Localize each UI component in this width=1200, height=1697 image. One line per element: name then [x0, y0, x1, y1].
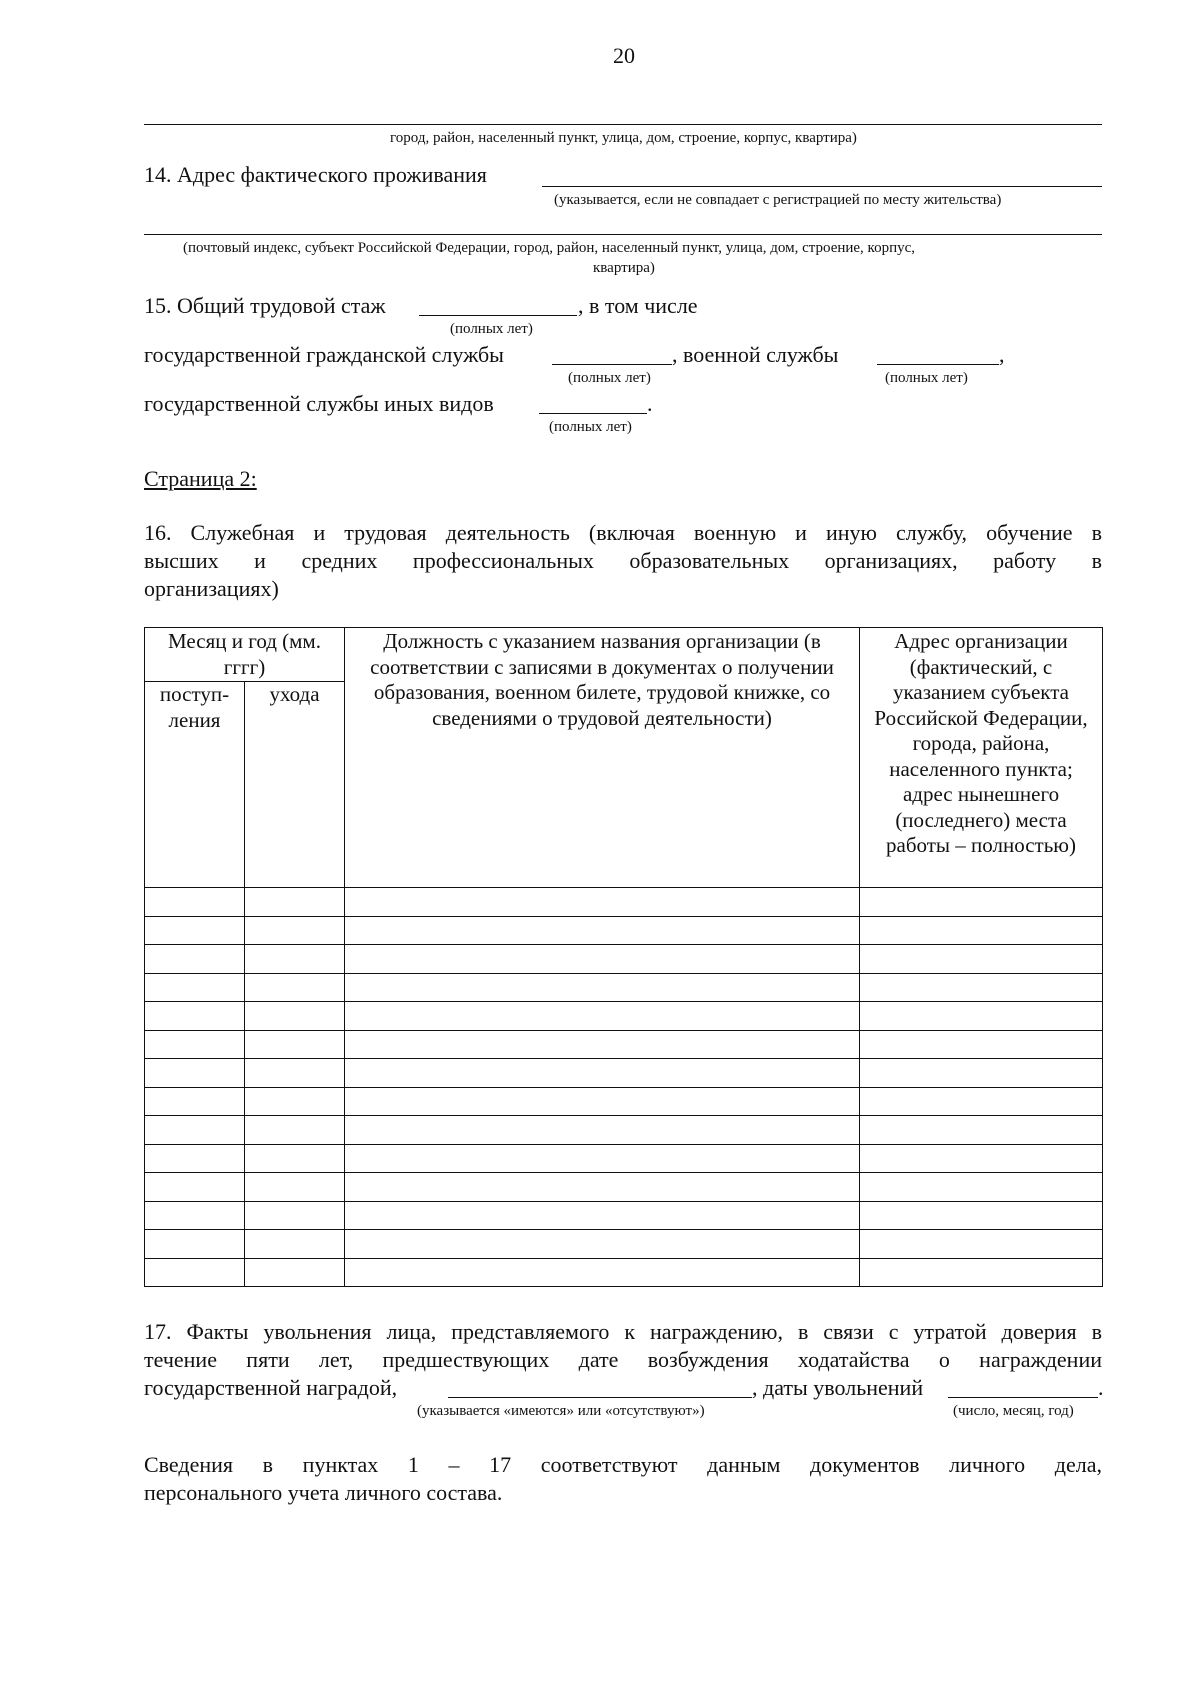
address-cell[interactable] — [860, 1116, 1103, 1145]
leave-date-cell[interactable] — [245, 1087, 345, 1116]
leave-date-cell[interactable] — [245, 1002, 345, 1031]
leave-date-cell[interactable] — [245, 916, 345, 945]
leave-date-cell[interactable] — [245, 1230, 345, 1259]
total-experience-hint: (полных лет) — [450, 321, 533, 337]
other-service-hint: (полных лет) — [549, 419, 632, 435]
item17-period: . — [1098, 1375, 1104, 1400]
position-header: Должность с указанием названия организации (в соответствии с записями в документах о получении образования, военном билете, трудовой книжке, со сведениями о трудовой деятельности) — [345, 628, 860, 888]
address-cell[interactable] — [860, 1173, 1103, 1202]
registration-address-hint: город, район, населенный пункт, улица, дом, строение, корпус, квартира) — [390, 130, 857, 146]
table-row — [145, 1144, 1103, 1173]
leave-date-cell[interactable] — [245, 888, 345, 917]
leave-date-cell[interactable] — [245, 1144, 345, 1173]
item15-label: 15. Общий трудовой стаж — [144, 293, 386, 318]
position-cell[interactable] — [345, 1144, 860, 1173]
dismissal-presence-hint: (указывается «имеются» или «отсутствуют») — [417, 1403, 705, 1419]
address-header: Адрес организации (фактический, с указанием субъекта Российской Федерации, города, района, населенного пункта; адрес нынешнего (последнего) места работы – полностью) — [860, 628, 1103, 888]
actual-address-line-2[interactable] — [144, 234, 1102, 235]
table-row — [145, 888, 1103, 917]
leave-date-cell[interactable] — [245, 1258, 345, 1287]
confirmation-line1: Сведения в пунктах 1 – 17 соответствуют данным документов личного дела, — [144, 1452, 1102, 1477]
other-service-field[interactable] — [539, 413, 647, 414]
item16-line1: 16. Служебная и трудовая деятельность (включая военную и иную службу, обучение в — [144, 520, 1102, 545]
address-cell[interactable] — [860, 1201, 1103, 1230]
actual-address-field[interactable] — [542, 186, 1102, 187]
other-service-label: государственной службы иных видов — [144, 391, 494, 416]
entry-date-cell[interactable] — [145, 916, 245, 945]
table-row — [145, 1201, 1103, 1230]
work-history-table — [144, 627, 1103, 1287]
address-cell[interactable] — [860, 1230, 1103, 1259]
address-cell[interactable] — [860, 916, 1103, 945]
entry-date-cell[interactable] — [145, 1230, 245, 1259]
leave-date-cell[interactable] — [245, 1201, 345, 1230]
entry-date-cell[interactable] — [145, 1059, 245, 1088]
civil-service-hint: (полных лет) — [568, 370, 651, 386]
table-row — [145, 1087, 1103, 1116]
leave-date-cell[interactable] — [245, 1030, 345, 1059]
address-cell[interactable] — [860, 1087, 1103, 1116]
item17-line3-label: государственной наградой, — [144, 1375, 398, 1400]
military-service-hint: (полных лет) — [885, 370, 968, 386]
entry-date-cell[interactable] — [145, 1144, 245, 1173]
other-service-period: . — [647, 391, 653, 416]
entry-date-cell[interactable] — [145, 973, 245, 1002]
total-experience-field[interactable] — [419, 315, 577, 316]
entry-date-cell[interactable] — [145, 1030, 245, 1059]
civil-service-field[interactable] — [552, 364, 672, 365]
position-cell[interactable] — [345, 1030, 860, 1059]
address-cell[interactable] — [860, 945, 1103, 974]
table-row — [145, 1116, 1103, 1145]
dismissal-presence-field[interactable] — [448, 1397, 752, 1398]
table-row — [145, 945, 1103, 974]
position-cell[interactable] — [345, 888, 860, 917]
entry-date-cell[interactable] — [145, 1002, 245, 1031]
page-number: 20 — [613, 43, 635, 68]
leave-date-cell[interactable] — [245, 945, 345, 974]
confirmation-line2: персонального учета личного состава. — [144, 1480, 503, 1505]
address-cell[interactable] — [860, 1258, 1103, 1287]
military-service-field[interactable] — [877, 364, 999, 365]
item17-line1: 17. Факты увольнения лица, представляемого к награждению, в связи с утратой доверия в — [144, 1319, 1102, 1344]
address-cell[interactable] — [860, 973, 1103, 1002]
table-row — [145, 1230, 1103, 1259]
entry-date-cell[interactable] — [145, 945, 245, 974]
table-row — [145, 1258, 1103, 1287]
address-cell[interactable] — [860, 1059, 1103, 1088]
leave-header: ухода — [245, 682, 345, 888]
table-row — [145, 1059, 1103, 1088]
entry-date-cell[interactable] — [145, 1201, 245, 1230]
position-cell[interactable] — [345, 1258, 860, 1287]
item14-hint: (указывается, если не совпадает с регистрацией по месту жительства) — [554, 192, 1002, 208]
address-cell[interactable] — [860, 888, 1103, 917]
month-year-header: Месяц и год (мм. гггг) — [145, 628, 345, 682]
dismissal-dates-label: , даты увольнений — [752, 1375, 924, 1400]
entry-header: поступ-ления — [145, 682, 245, 888]
position-cell[interactable] — [345, 1116, 860, 1145]
table-row — [145, 916, 1103, 945]
table-row — [145, 1030, 1103, 1059]
table-body — [145, 888, 1103, 1287]
dismissal-date-hint: (число, месяц, год) — [953, 1403, 1074, 1419]
position-cell[interactable] — [345, 1087, 860, 1116]
item16-line3: организациях) — [144, 576, 279, 601]
position-cell[interactable] — [345, 945, 860, 974]
table-header-row — [145, 628, 1103, 682]
military-service-comma: , — [999, 342, 1005, 367]
item14-label: 14. Адрес фактического проживания — [144, 162, 487, 187]
position-cell[interactable] — [345, 1002, 860, 1031]
item17-line2: течение пяти лет, предшествующих дате возбуждения ходатайства о награждении — [144, 1347, 1102, 1372]
table-row — [145, 1173, 1103, 1202]
entry-date-cell[interactable] — [145, 1258, 245, 1287]
position-cell[interactable] — [345, 1059, 860, 1088]
table-row — [145, 1002, 1103, 1031]
table-row — [145, 973, 1103, 1002]
leave-date-cell[interactable] — [245, 973, 345, 1002]
position-cell[interactable] — [345, 1201, 860, 1230]
dismissal-dates-field[interactable] — [948, 1397, 1098, 1398]
position-cell[interactable] — [345, 973, 860, 1002]
item14-hint2-line2: квартира) — [593, 260, 655, 276]
address-cell[interactable] — [860, 1030, 1103, 1059]
registration-address-line[interactable] — [144, 124, 1102, 125]
position-cell[interactable] — [345, 916, 860, 945]
address-cell[interactable] — [860, 1144, 1103, 1173]
item14-hint2-line1: (почтовый индекс, субъект Российской Федерации, город, район, населенный пункт, улица, дом, строение, корпус, — [183, 240, 916, 256]
item15-in-total: , в том числе — [578, 293, 698, 318]
page2-heading: Страница 2: — [144, 466, 257, 491]
civil-service-label: государственной гражданской службы — [144, 342, 504, 367]
address-cell[interactable] — [860, 1002, 1103, 1031]
leave-date-cell[interactable] — [245, 1059, 345, 1088]
entry-date-cell[interactable] — [145, 888, 245, 917]
entry-date-cell[interactable] — [145, 1087, 245, 1116]
item16-line2: высших и средних профессиональных образовательных организациях, работу в — [144, 548, 1102, 573]
entry-date-cell[interactable] — [145, 1116, 245, 1145]
position-cell[interactable] — [345, 1230, 860, 1259]
military-service-label: , военной службы — [672, 342, 839, 367]
position-cell[interactable] — [345, 1173, 860, 1202]
entry-date-cell[interactable] — [145, 1173, 245, 1202]
leave-date-cell[interactable] — [245, 1173, 345, 1202]
leave-date-cell[interactable] — [245, 1116, 345, 1145]
